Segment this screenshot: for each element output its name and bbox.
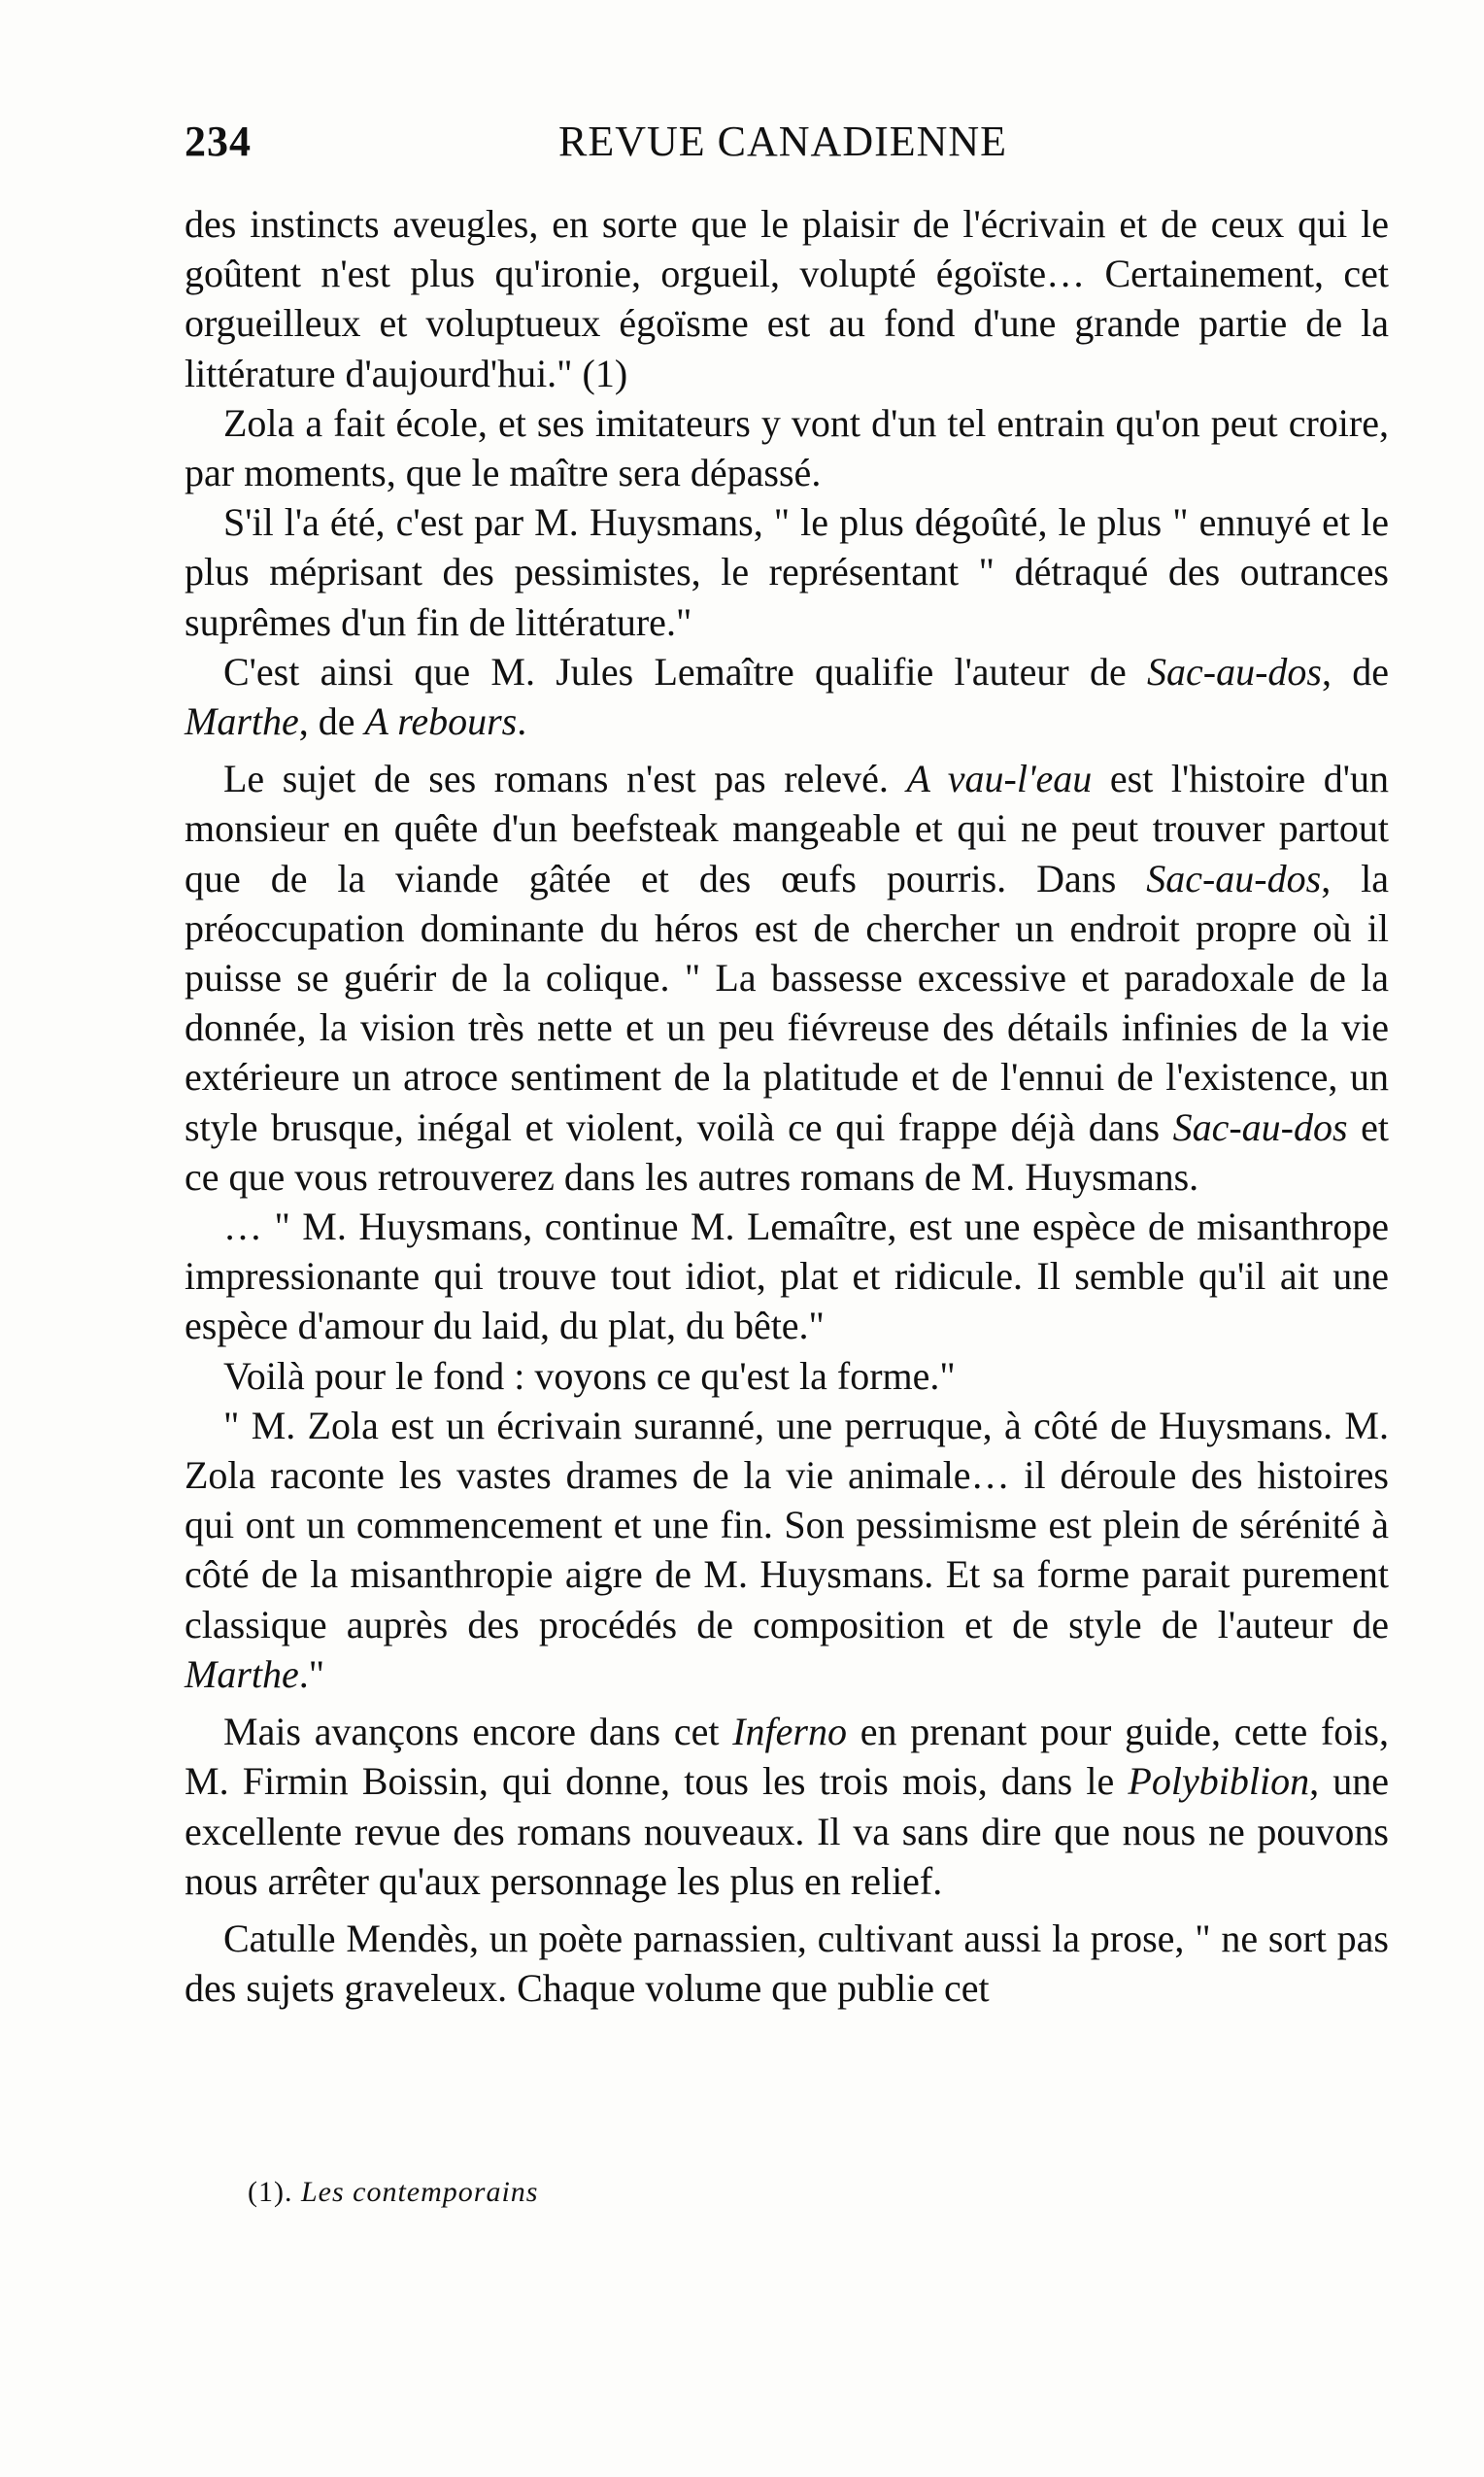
text-span: , de — [1321, 649, 1389, 694]
text-span: Le sujet de ses romans n'est pas relevé. — [223, 757, 907, 801]
paragraph-9 — [185, 1707, 1389, 1906]
text-span: , la préoccupation dominante du héros est de chercher un endroit propre où il puisse se guérir de la colique. " La bassesse excessive et paradoxale de la donnée, la vision très nette et un peu fiévreuse des détails infinies de la vie extérieure un atroce sentiment de la platitude et de l'ennui de l'existence, un style brusque, inégal et violent, voilà ce qui frappe déjà dans — [185, 856, 1390, 1149]
text-span: ." — [298, 1651, 325, 1696]
text-span: est l'histoire d'un monsieur en quête d'un beefsteak mangeable et qui ne peut trouver partout que de la viande gâtée et des œufs pourris. Dans — [185, 757, 1389, 900]
text-span: en prenant pour guide, cette fois, M. Firmin Boissin, qui donne, tous les trois mois, dans le — [185, 1710, 1389, 1804]
paragraph-2: Zola a fait école, et ses imitateurs y vont d'un tel entrain qu'on peut croire, par moments, que le maître sera dépassé. — [185, 400, 1389, 495]
title-inferno: Inferno — [732, 1710, 847, 1754]
paragraph-6: … " M. Huysmans, continue M. Lemaître, est une espèce de misanthrope impressionante qui trouve tout idiot, plat et ridicule. Il semble qu'il ait une espèce d'amour du laid, du plat, du bête." — [185, 1205, 1389, 1348]
title-marthe: Marthe — [185, 699, 299, 744]
paragraph-3: S'il l'a été, c'est par M. Huysmans, " le plus dégoûté, le plus " ennuyé et le plus méprisant des pessimistes, le représentant " détraqué des outrances suprêmes d'un fin de littérature." — [185, 500, 1389, 644]
page-number: 234 — [185, 118, 252, 165]
title-sac-au-dos: Sac-au-dos — [1146, 856, 1322, 900]
footnote-marker: (1). — [248, 2176, 293, 2208]
text-span: , une excellente revue des romans nouveaux. Il va sans dire que nous ne pouvons nous arrêter qu'aux personnage les plus en relief. — [185, 1759, 1389, 1903]
body-text — [185, 199, 1389, 2013]
text-span: , de — [298, 699, 365, 744]
text-span: et ce que vous retrouverez dans les autres romans de M. Huysmans. — [185, 1104, 1389, 1199]
title-a-rebours: A rebours — [364, 699, 518, 744]
paragraph-8 — [185, 1401, 1389, 1699]
text-span: . — [517, 699, 527, 744]
footnote-text: Les contemporains — [300, 2176, 539, 2208]
footnote — [248, 2176, 538, 2209]
title-a-vau-leau: A vau-l'eau — [906, 757, 1093, 801]
paragraph-1: des instincts aveugles, en sorte que le plaisir de l'écrivain et de ceux qui le goûtent n'est plus qu'ironie, orgueil, volupté égoïste… Certainement, cet orgueilleux et voluptueux égoïsme est au fond d'une grande partie de la littérature d'aujourd'hui." (1) — [185, 202, 1389, 395]
paragraph-10: Catulle Mendès, un poète parnassien, cultivant aussi la prose, " ne sort pas des sujets graveleux. Chaque volume que publie cet — [185, 1916, 1389, 2011]
text-span: " M. Zola est un écrivain suranné, une perruque, à côté de Huysmans. M. Zola raconte les vastes drames de la vie animale… il déroule des histoires qui ont un commencement et une fin. Son pessimisme est plein de sérénité à côté de la misanthropie aigre de M. Huysmans. Et sa forme parait purement classique auprès des procédés de composition et de style de l'auteur de — [185, 1403, 1389, 1646]
title-sac-au-dos: Sac-au-dos — [1172, 1104, 1348, 1149]
page-header — [185, 117, 1399, 175]
running-title: REVUE CANADIENNE — [558, 118, 1008, 165]
title-marthe: Marthe — [185, 1651, 299, 1696]
paragraph-7: Voilà pour le fond : voyons ce qu'est la forme." — [223, 1353, 956, 1398]
paragraph-4 — [185, 647, 1389, 746]
text-span: C'est ainsi que M. Jules Lemaître qualifie l'auteur de — [223, 649, 1148, 694]
title-sac-au-dos: Sac-au-dos — [1147, 649, 1322, 694]
title-polybiblion: Polybiblion — [1128, 1759, 1310, 1804]
text-span: Mais avançons encore dans cet — [223, 1710, 733, 1754]
paragraph-5 — [185, 754, 1389, 1202]
